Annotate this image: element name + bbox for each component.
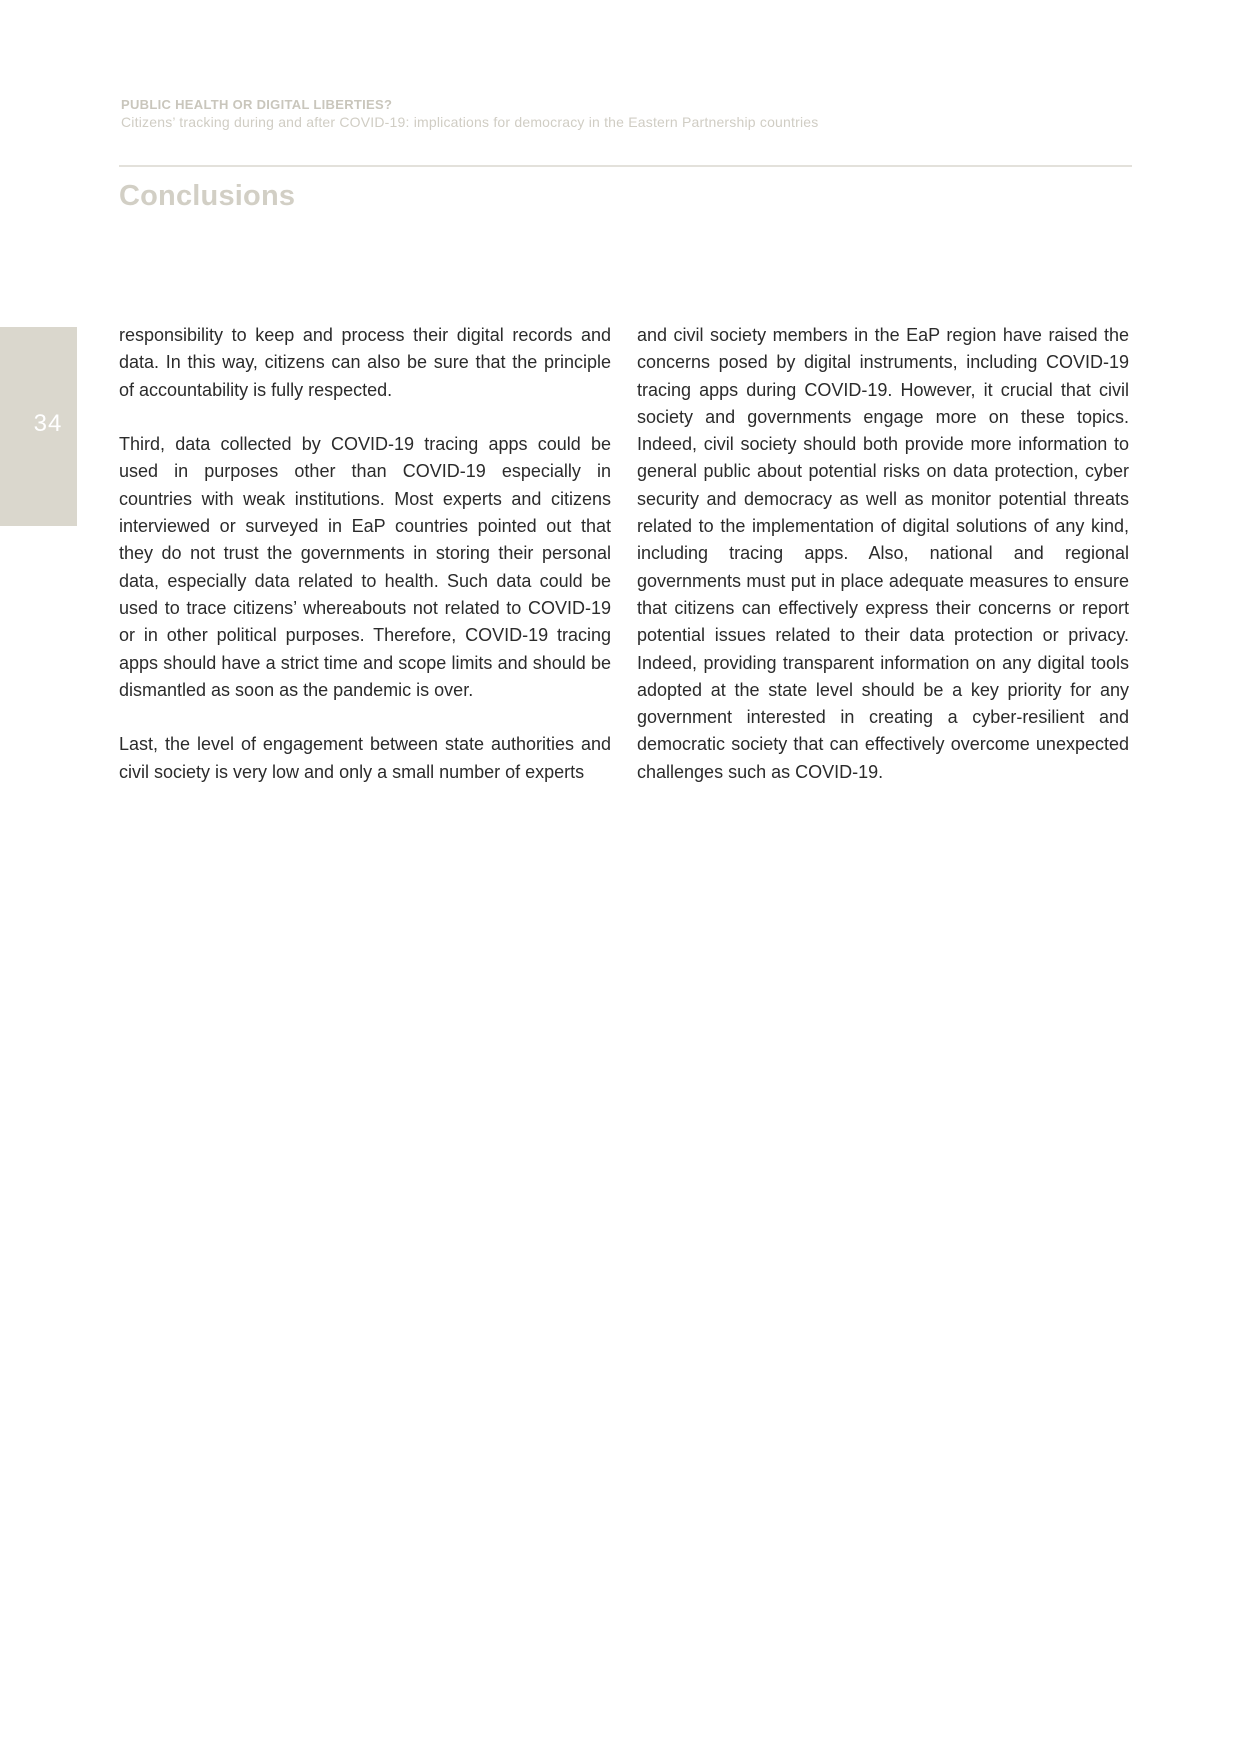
header-divider	[119, 165, 1132, 167]
body-paragraph: Third, data collected by COVID-19 tracing apps could be used in purposes other than COVID-19 especially in countries with weak institutions. Most experts and citizens interviewed or surveyed in EaP countries pointed out that they do not trust the governments in storing their personal data, especially data related to health. Such data could be used to trace citizens’ whereabouts not related to COVID-19 or in other political purposes. Therefore, COVID-19 tracing apps should have a strict time and scope limits and should be dismantled as soon as the pandemic is over.	[119, 434, 611, 700]
running-header	[121, 97, 1121, 131]
body-column-right	[637, 322, 1129, 813]
body-paragraph: responsibility to keep and process their digital records and data. In this way, citizens can also be sure that the principle of accountability is fully respected.	[119, 325, 611, 400]
page-number: 34	[33, 410, 63, 437]
body-paragraph: Last, the level of engagement between state authorities and civil society is very low and only a small number of experts	[119, 734, 611, 782]
running-header-subtitle: Citizens’ tracking during and after COVID-19: implications for democracy in the Eastern Partnership countries	[121, 114, 819, 130]
body-column-left	[119, 322, 611, 813]
section-title: Conclusions	[119, 180, 296, 212]
running-header-title: PUBLIC HEALTH OR DIGITAL LIBERTIES?	[121, 97, 393, 112]
body-paragraph: and civil society members in the EaP region have raised the concerns posed by digital instruments, including COVID-19 tracing apps during COVID-19. However, it crucial that civil society and governments engage more on these topics. Indeed, civil society should both provide more information to general public about potential risks on data protection, cyber security and democracy as well as monitor potential threats related to the implementation of digital solutions of any kind, including tracing apps. Also, national and regional governments must put in place adequate measures to ensure that citizens can effectively express their concerns or report potential issues related to their data protection or privacy. Indeed, providing transparent information on any digital tools adopted at the state level should be a key priority for any government interested in creating a cyber-resilient and democratic society that can effectively overcome unexpected challenges such as COVID-19.	[637, 325, 1129, 782]
